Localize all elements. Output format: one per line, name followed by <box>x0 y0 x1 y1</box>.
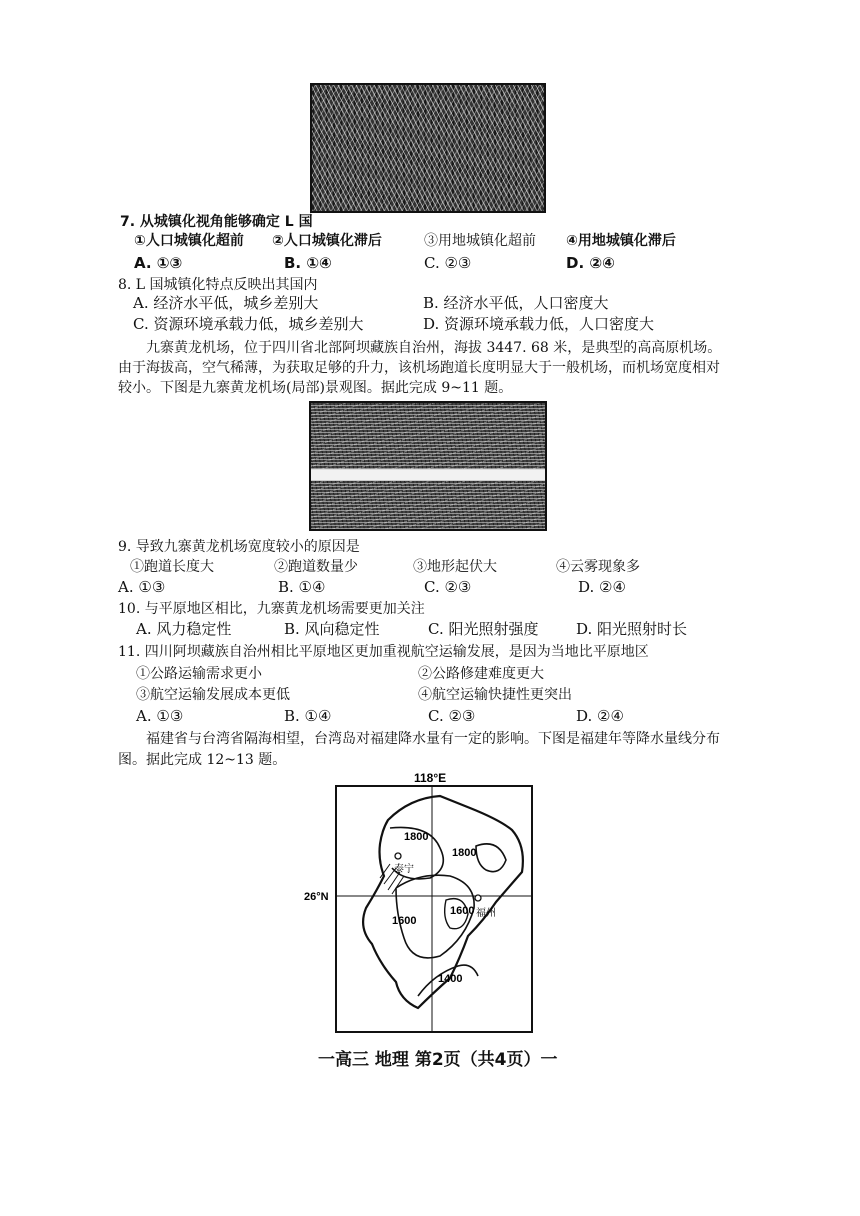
q7-stem: 7. 从城镇化视角能够确定 L 国 <box>120 214 313 230</box>
q8-stem: 8. L 国城镇化特点反映出其国内 <box>118 277 318 293</box>
q7-option-1: ①人口城镇化超前 <box>134 233 244 249</box>
q9-option-4: ④云雾现象多 <box>556 559 640 575</box>
runway-strip <box>311 469 545 481</box>
airport-passage-line-2: 由于海拔高，空气稀薄，为获取足够的升力，该机场跑道长度明显大于一般机场，而机场宽度相对 <box>118 360 720 376</box>
isohyet-label-1800-east: 1800 <box>452 847 477 859</box>
isohyet-label-1400: 1400 <box>438 973 463 985</box>
fujian-precipitation-map <box>300 768 550 1038</box>
q11-option-2: ②公路修建难度更大 <box>418 666 544 682</box>
q9-answer-a: A. ①③ <box>118 578 166 596</box>
q9-stem: 9. 导致九寨黄龙机场宽度较小的原因是 <box>118 539 360 555</box>
q7-option-4: ④用地城镇化滞后 <box>566 233 676 249</box>
q11-option-3: ③航空运输发展成本更低 <box>136 687 290 703</box>
isohyet-label-1800-west: 1800 <box>404 831 429 843</box>
q10-answer-c: C. 阳光照射强度 <box>428 620 539 638</box>
q9-option-3: ③地形起伏大 <box>413 559 497 575</box>
q11-answer-b: B. ①④ <box>284 707 332 725</box>
q10-answer-a: A. 风力稳定性 <box>136 620 232 638</box>
q8-answer-b: B. 经济水平低，人口密度大 <box>423 294 609 312</box>
q7-option-2: ②人口城镇化滞后 <box>272 233 382 249</box>
q11-option-4: ④航空运输快捷性更突出 <box>418 687 572 703</box>
q11-answer-a: A. ①③ <box>136 707 184 725</box>
airport-passage-line-1: 九寨黄龙机场，位于四川省北部阿坝藏族自治州，海拔 3447. 68 米，是典型的高高原机场。 <box>146 340 722 356</box>
latitude-label: 26°N <box>304 891 329 903</box>
city-marker-jianning <box>395 853 401 859</box>
longitude-label: 118°E <box>414 771 447 785</box>
fujian-passage-line-2: 图。据此完成 12~13 题。 <box>118 752 287 768</box>
q11-option-1: ①公路运输需求更小 <box>136 666 262 682</box>
q10-stem: 10. 与平原地区相比，九寨黄龙机场需要更加关注 <box>118 601 425 617</box>
q7-answer-d: D. ②④ <box>566 254 615 272</box>
isohyet-label-1600-east: 1600 <box>450 905 475 917</box>
q8-answer-a: A. 经济水平低，城乡差别大 <box>133 294 319 312</box>
q10-answer-d: D. 阳光照射时长 <box>576 620 688 638</box>
q10-answer-b: B. 风向稳定性 <box>284 620 380 638</box>
q8-answer-c: C. 资源环境承载力低，城乡差别大 <box>133 315 364 333</box>
city-marker-fuzhou <box>475 895 481 901</box>
q7-answer-b: B. ①④ <box>284 254 332 272</box>
q11-answer-d: D. ②④ <box>576 707 624 725</box>
q11-answer-c: C. ②③ <box>428 707 476 725</box>
isohyet-label-1600-west: 1600 <box>392 915 417 927</box>
city-label-fuzhou: 福州 <box>476 908 496 919</box>
q9-answer-b: B. ①④ <box>278 578 326 596</box>
q9-answer-c: C. ②③ <box>424 578 472 596</box>
q7-answer-a: A. ①③ <box>134 254 183 272</box>
q7-option-3: ③用地城镇化超前 <box>424 233 536 249</box>
q7-answer-c: C. ②③ <box>424 254 472 272</box>
q9-option-2: ②跑道数量少 <box>274 559 358 575</box>
fujian-passage-line-1: 福建省与台湾省隔海相望，台湾岛对福建降水量有一定的影响。下图是福建年等降水量线分布 <box>146 731 720 747</box>
page-footer: 一高三 地理 第2页（共4页）一 <box>318 1050 558 1070</box>
airport-passage-line-3: 较小。下图是九寨黄龙机场(局部)景观图。据此完成 9~11 题。 <box>118 380 513 396</box>
q9-answer-d: D. ②④ <box>578 578 626 596</box>
airport-photo <box>309 401 547 531</box>
city-photo <box>310 83 546 213</box>
q8-answer-d: D. 资源环境承载力低，人口密度大 <box>423 315 655 333</box>
city-label-jianning: 泰宁 <box>394 864 414 875</box>
q9-option-1: ①跑道长度大 <box>130 559 214 575</box>
q11-stem: 11. 四川阿坝藏族自治州相比平原地区更加重视航空运输发展，是因为当地比平原地区 <box>118 644 649 660</box>
